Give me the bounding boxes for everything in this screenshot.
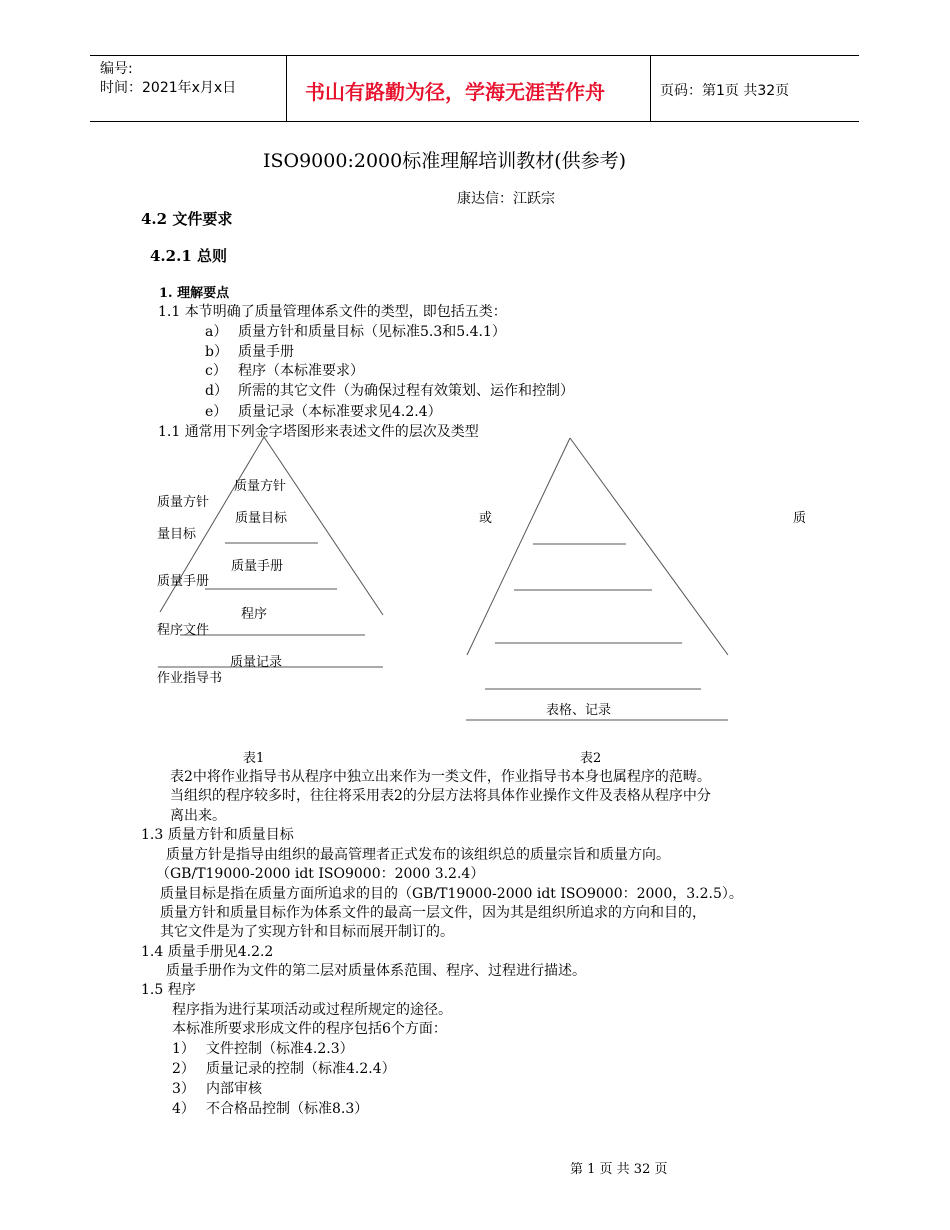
numbered-item-mark: 4） bbox=[172, 1101, 195, 1117]
numbered-item-text: 文件控制（标准4.2.3） bbox=[206, 1041, 354, 1057]
truncated-label: 质 bbox=[793, 511, 807, 526]
section-1-4-line: 质量手册作为文件的第二层对质量体系范围、程序、过程进行描述。 bbox=[166, 963, 586, 979]
section-1-3-line: （GB/T19000-2000 idt ISO9000：2000 3.2.4） bbox=[156, 866, 485, 882]
paragraph-1-1-pyramid: 1.1 通常用下列金字塔图形来表述文件的层次及类型 bbox=[158, 424, 479, 440]
numbered-item-text: 内部审核 bbox=[206, 1081, 262, 1097]
note-line: 当组织的程序较多时，往往将采用表2的分层方法将具体作业操作文件及表格从程序中分 bbox=[170, 788, 711, 804]
pyramid1-outer-label: 作业指导书 bbox=[157, 671, 223, 686]
header-number-label: 编号: bbox=[100, 61, 133, 77]
numbered-item-mark: 3） bbox=[172, 1081, 195, 1097]
paragraph-1-1: 1.1 本节明确了质量管理体系文件的类型，即包括五类： bbox=[158, 304, 507, 320]
header-motto: 书山有路勤为径，学海无涯苦作舟 bbox=[305, 80, 605, 104]
header-time-label: 时间：2021年x月x日 bbox=[100, 80, 237, 96]
section-1-5-heading: 1.5 程序 bbox=[141, 982, 196, 998]
document-author: 康达信：江跃宗 bbox=[457, 191, 555, 207]
list-item-mark: d） bbox=[205, 383, 228, 399]
pyramid1-outer-label: 质量手册 bbox=[157, 574, 210, 589]
list-item-text: 所需的其它文件（为确保过程有效策划、运作和控制） bbox=[238, 383, 574, 399]
pyramid1-inner-label: 质量记录 bbox=[230, 655, 283, 670]
section-heading-4-2: 4.2 文件要求 bbox=[141, 210, 233, 228]
numbered-item-mark: 1） bbox=[172, 1041, 195, 1057]
numbered-item-text: 质量记录的控制（标准4.2.4） bbox=[206, 1061, 396, 1077]
pyramid1-right-side bbox=[264, 437, 383, 615]
pyramid2-bottom-label: 表格、记录 bbox=[546, 703, 612, 718]
list-item-text: 质量记录（本标准要求见4.2.4） bbox=[238, 404, 442, 420]
pyramid2-right-side bbox=[570, 438, 728, 655]
header-page-info: 页码：第1页 共32页 bbox=[660, 83, 790, 99]
document-title: ISO9000:2000标准理解培训教材(供参考) bbox=[263, 150, 627, 172]
list-item-mark: e） bbox=[205, 404, 228, 420]
pyramid1-inner-label: 质量目标 bbox=[235, 511, 288, 526]
or-label: 或 bbox=[479, 511, 493, 526]
pyramid1-outer-label: 质量方针 bbox=[157, 495, 210, 510]
page-footer: 第 1 页 共 32 页 bbox=[570, 1162, 668, 1177]
section-1-3-heading: 1.3 质量方针和质量目标 bbox=[141, 827, 294, 843]
note-line: 表2中将作业指导书从程序中独立出来作为一类文件，作业指导书本身也属程序的范畴。 bbox=[170, 769, 711, 785]
list-item-text: 程序（本标准要求） bbox=[238, 363, 364, 379]
list-item-text: 质量手册 bbox=[238, 344, 294, 360]
section-1-3-line: 质量方针和质量目标作为体系文件的最高一层文件，因为其是组织所追求的方向和目的， bbox=[160, 905, 706, 921]
pyramid1-outer-label: 程序文件 bbox=[157, 623, 210, 638]
numbered-item-mark: 2） bbox=[172, 1061, 195, 1077]
list-item-mark: c） bbox=[205, 363, 227, 379]
section-1-3-line: 质量方针是指导由组织的最高管理者正式发布的该组织总的质量宗旨和质量方向。 bbox=[166, 847, 670, 863]
pyramid1-outer-label: 量目标 bbox=[157, 527, 197, 542]
section-1-3-line: 质量目标是指在质量方面所追求的目的（GB/T19000-2000 idt ISO9000：2000，3.2.5）。 bbox=[160, 886, 743, 902]
section-1-5-line: 本标准所要求形成文件的程序包括6个方面： bbox=[172, 1021, 447, 1037]
section-1-5-line: 程序指为进行某项活动或过程所规定的途径。 bbox=[172, 1002, 452, 1018]
pyramid1-inner-label: 质量手册 bbox=[231, 559, 284, 574]
note-line: 离出来。 bbox=[170, 808, 226, 824]
pyramid1-inner-label: 程序 bbox=[241, 607, 268, 622]
pyramid1-inner-label: 质量方针 bbox=[234, 479, 287, 494]
section-1-4-heading: 1.4 质量手册见4.2.2 bbox=[141, 944, 274, 960]
list-item-text: 质量方针和质量目标（见标准5.3和5.4.1） bbox=[238, 324, 506, 340]
section-heading-4-2-1: 4.2.1 总则 bbox=[150, 247, 227, 265]
list-item-mark: a） bbox=[205, 324, 228, 340]
section-1-3-line: 其它文件是为了实现方针和目标而展开制订的。 bbox=[160, 924, 454, 940]
key-points-heading: 1. 理解要点 bbox=[159, 286, 230, 301]
numbered-item-text: 不合格品控制（标准8.3） bbox=[206, 1101, 369, 1117]
caption-table-2: 表2 bbox=[580, 751, 602, 766]
pyramid2-left-side bbox=[467, 438, 570, 655]
list-item-mark: b） bbox=[205, 344, 228, 360]
caption-table-1: 表1 bbox=[243, 751, 265, 766]
